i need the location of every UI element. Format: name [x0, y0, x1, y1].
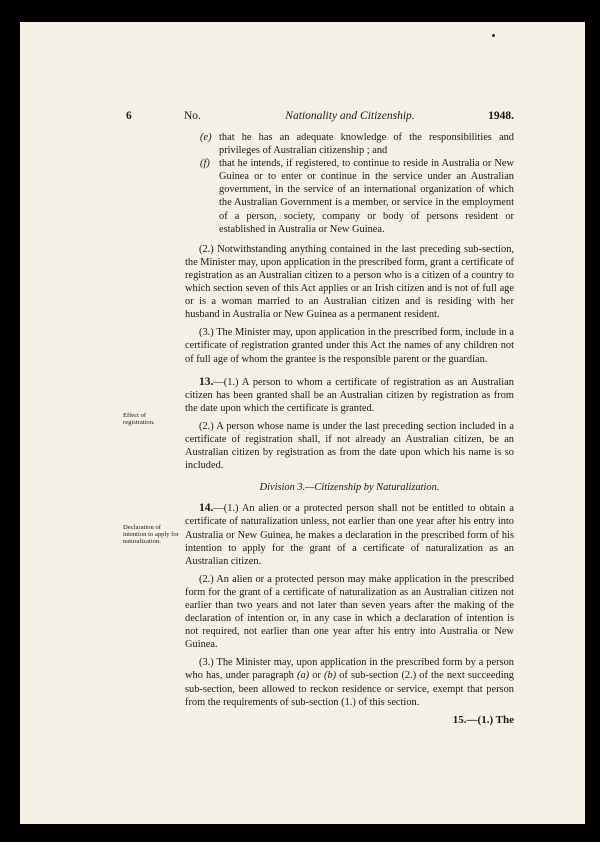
act-number-label: No.: [184, 110, 201, 122]
item-label: (e): [200, 132, 212, 143]
paragraph-text: —(1.) A person to whom a certificate of registration as an Australian citizen has been granted shall be an Australian citizen by registration as from the date upon which the certificate is granted.: [185, 376, 514, 414]
margin-note-s13: Effect of registration.: [123, 412, 155, 427]
list-item: [185, 157, 514, 236]
margin-note-s14: Declaration of intention to apply for naturalization.: [123, 524, 179, 546]
paragraph-13-1: [185, 376, 514, 415]
list-item: [185, 131, 514, 157]
section-number: 13.: [199, 375, 214, 388]
page-header: [126, 110, 514, 126]
document-body: [185, 131, 514, 738]
section-number: 14.: [199, 502, 214, 515]
year: 1948.: [488, 110, 514, 122]
paragraph-14-3: (3.) The Minister may, upon application in the prescribed form by a person who has, under paragraph (a) or (b) of sub-section (2.) of the next succeeding sub-section, been allowed to reckon residence or service, exempt that person from the requirements of sub-section (1.) of this section.: [185, 657, 514, 708]
speck: [492, 34, 495, 37]
paragraph-14-1: [185, 502, 514, 567]
running-title: Nationality and Citizenship.: [285, 110, 415, 122]
paragraph-14-2: (2.) An alien or a protected person may make application in the prescribed form for the grant of a certificate of naturalization as an Australian citizen not earlier than two years and not later than seven years after the making of the declaration of intention or, in any case in which a declaration of intention is not required, not earlier than one year after his entry into Australia or New Guinea.: [185, 573, 514, 651]
paragraph-text: —(1.) An alien or a protected person shall not be entitled to obtain a certificate of naturalization unless, not earlier than one year after his entry into Australia or New Guinea, he makes a declaration in the prescribed form of his intention to apply for the grant of a certificate of naturalization as an Australian citizen.: [185, 503, 514, 567]
paragraph-13-2: (2.) A person whose name is under the last preceding section included in a certificate of registration shall, if not already an Australian citizen, be an Australian citizen by registration as from the date upon which his name is so included.: [185, 420, 514, 472]
paragraph-12-2: (2.) Notwithstanding anything contained in the last preceding sub-section, the Minister may, upon application in the prescribed form, grant a certificate of registration as an Australian citizen to a person who is a citizen of a country to which section seven of this Act applies or an Irish citizen and is not of full age or is a woman married to an Australian citizen and is residing with her husband in Australia or New Guinea as a permanent resident.: [185, 243, 514, 321]
page-number: 6: [126, 110, 132, 122]
item-text: that he intends, if registered, to continue to reside in Australia or New Guinea or to enter or continue in the service under an Australian government, in the service of an international organization of which the Australian Government is a member, or service in the employment of a person, society, company or body of persons resident or established in Australia or New Guinea.: [219, 158, 514, 235]
item-label: (f): [200, 158, 210, 170]
division-heading: Division 3.—Citizenship by Naturalization.: [259, 482, 440, 494]
item-text: that he has an adequate knowledge of the responsibilities and privileges of Australian citizenship ; and: [219, 132, 514, 157]
catchword: 15.—(1.) The: [452, 713, 514, 726]
paragraph-12-3: (3.) The Minister may, upon application in the prescribed form, include in a certificate of registration granted under this Act the names of any children not of full age of whom the grantee is the responsible parent or the guardian.: [185, 327, 514, 365]
